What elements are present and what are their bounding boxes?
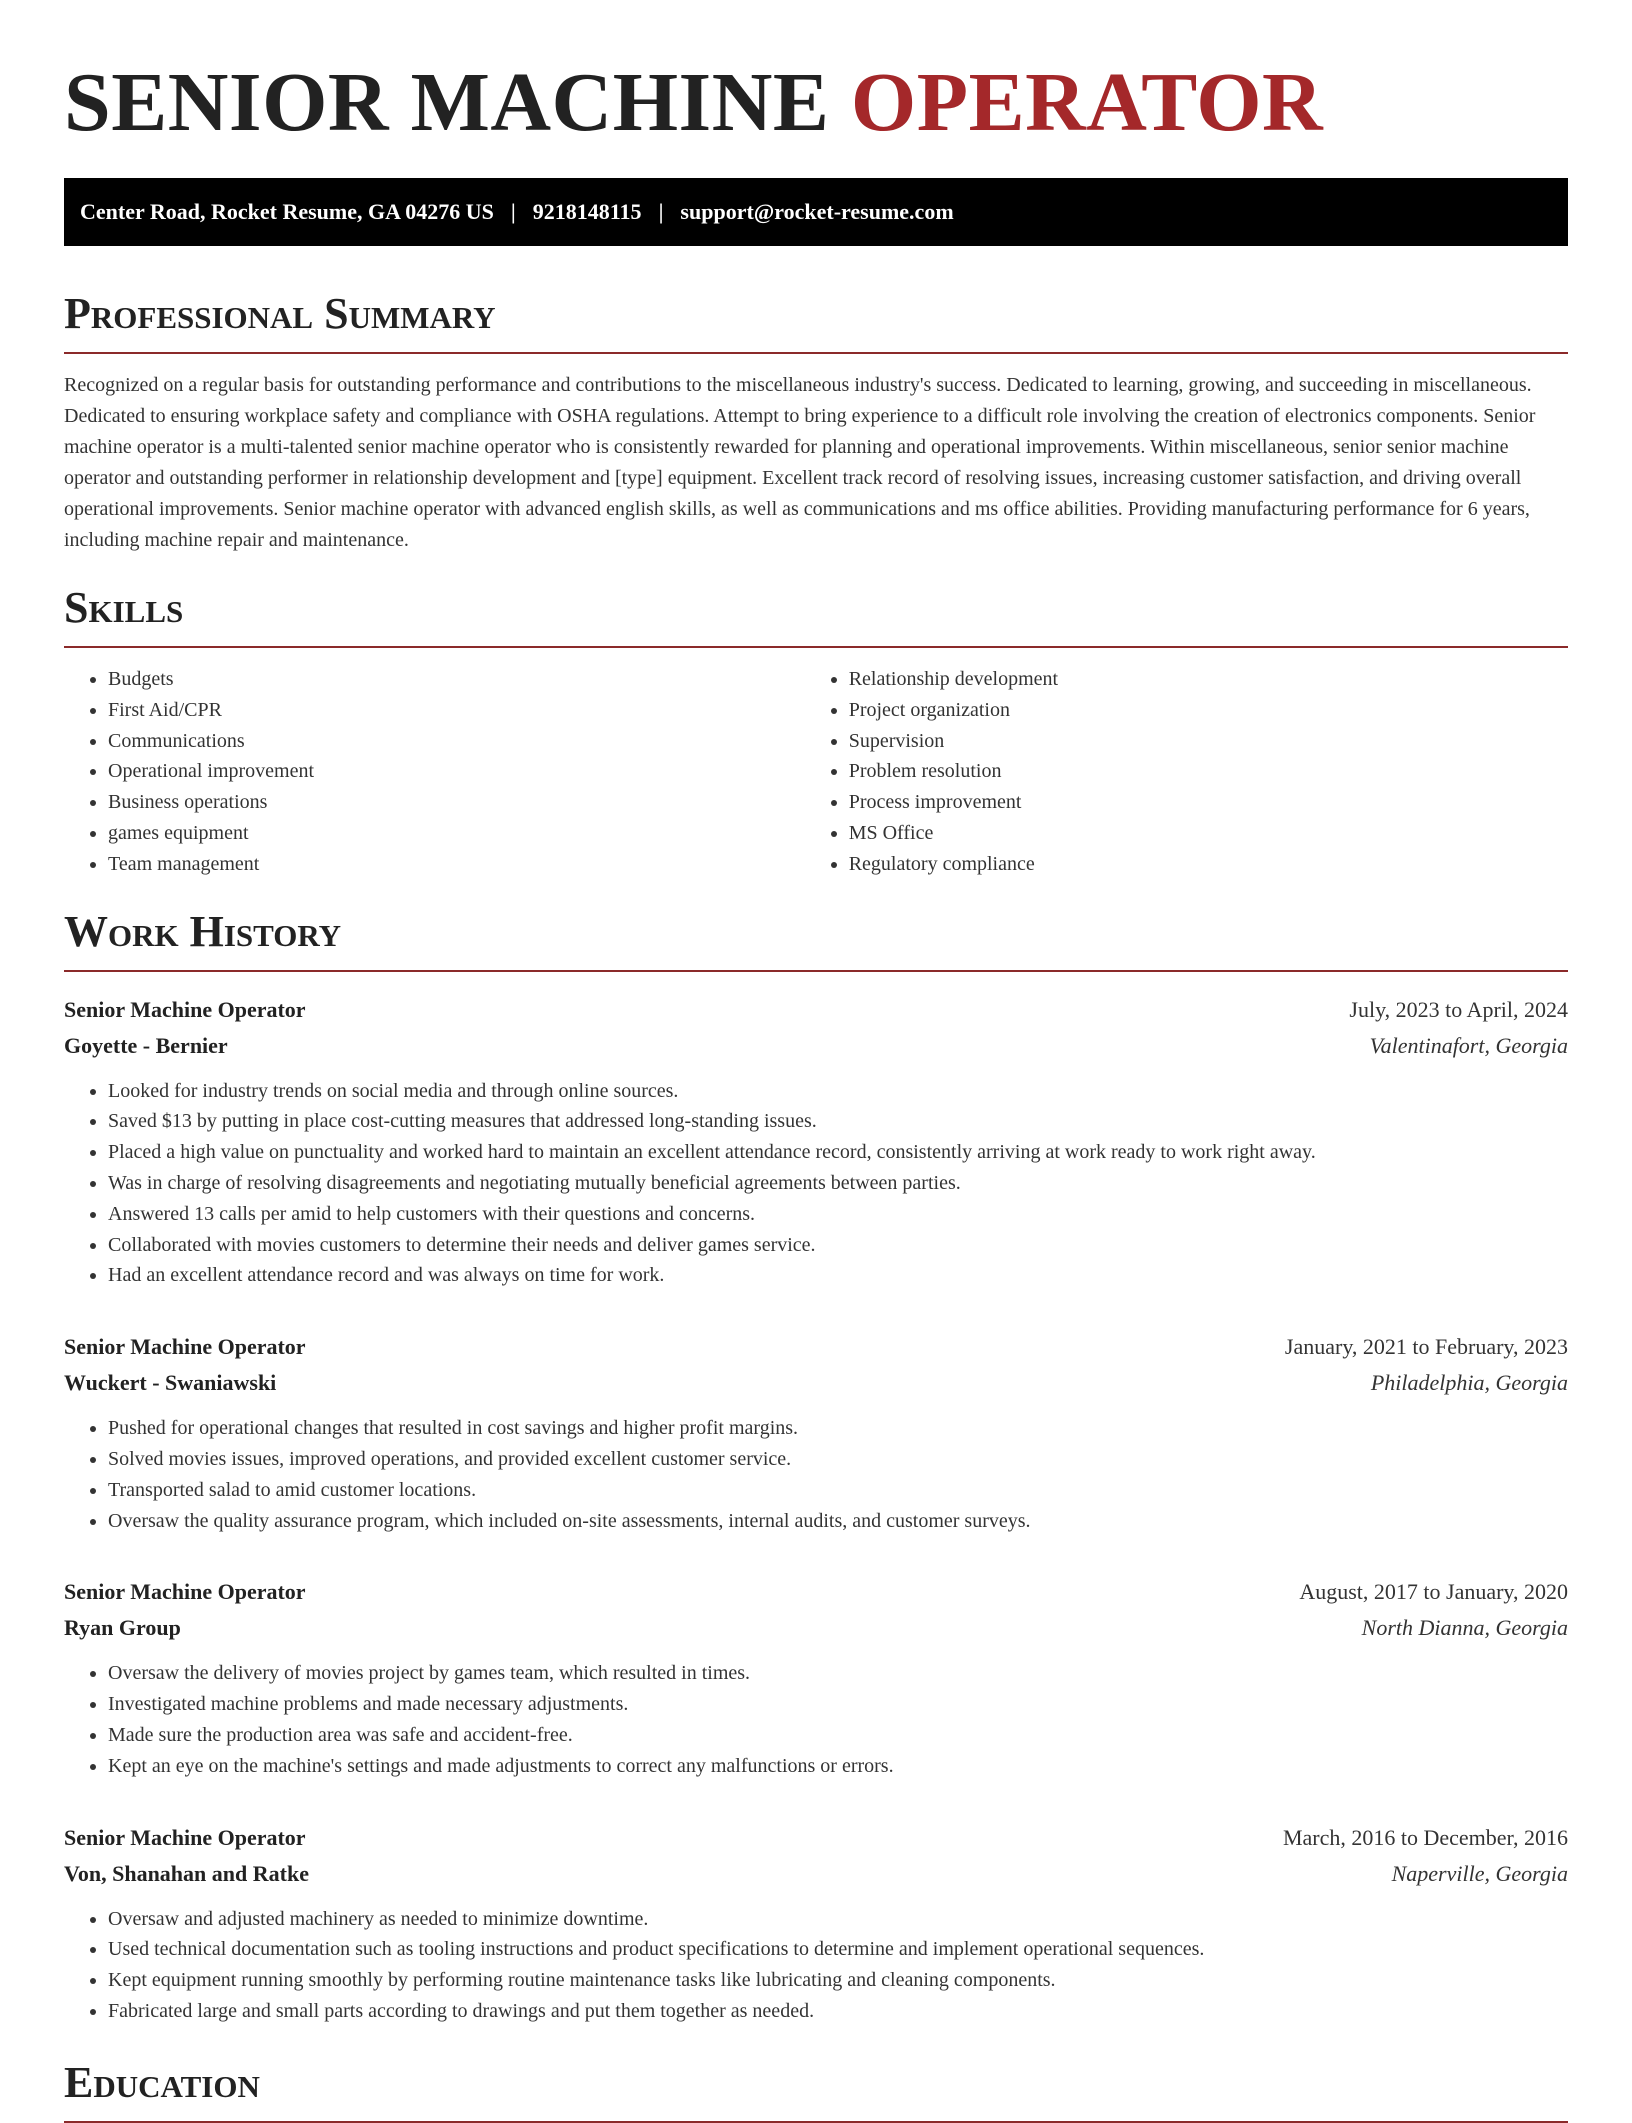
contact-phone: 9218148115 xyxy=(532,199,642,224)
job-bullet: • Made sure the production area was safe and accident-free. xyxy=(108,1720,1568,1751)
job-entry xyxy=(64,1820,1568,2027)
job-bullets xyxy=(64,1658,1568,1781)
skill-item: • Business operations xyxy=(108,787,805,818)
skills-list xyxy=(64,664,1568,880)
skill-item: • Process improvement xyxy=(849,787,1568,818)
job-dates: January, 2021 to February, 2023 xyxy=(1284,1334,1568,1360)
contact-separator: | xyxy=(510,199,516,224)
skill-item: • games equipment xyxy=(108,818,805,849)
job-company: Wuckert - Swaniawski xyxy=(64,1370,277,1396)
job-bullet: • Answered 13 calls per amid to help customers with their questions and concerns. xyxy=(108,1199,1568,1230)
job-entry xyxy=(64,1329,1568,1536)
skill-item: • Operational improvement xyxy=(108,756,805,787)
job-dates: March, 2016 to December, 2016 xyxy=(1282,1824,1568,1850)
summary-heading: Professional Summary xyxy=(64,288,1568,354)
resume-content xyxy=(64,48,1568,2123)
job-header-row xyxy=(64,1329,1568,1365)
name-part1: SENIOR MACHINE xyxy=(64,56,830,149)
job-entry xyxy=(64,1574,1568,1781)
job-bullet: • Oversaw the quality assurance program, which included on-site assessments, internal audits, and customer surveys. xyxy=(108,1506,1568,1537)
summary-text: Recognized on a regular basis for outstanding performance and contributions to the miscellaneous industry's success. Dedicated to learning, growing, and succeeding in miscellaneous. Dedicated to ensuring workplace safety and compliance with OSHA regulations. Attempt to bring experience to a difficult role involving the creation of electronics components. Senior machine operator is a multi-talented senior machine operator who is consistently rewarded for planning and operational improvements. Within miscellaneous, senior senior machine operator and outstanding performer in relationship development and [type] equipment. Excellent track record of resolving issues, increasing customer satisfaction, and driving overall operational improvements. Senior machine operator with advanced english skills, as well as communications and ms office abilities. Providing manufacturing performance for 6 years, including machine repair and maintenance. xyxy=(64,374,1536,551)
job-dates: July, 2023 to April, 2024 xyxy=(1349,996,1568,1022)
skill-item: • Problem resolution xyxy=(849,756,1568,787)
job-location: Naperville, Georgia xyxy=(1391,1860,1568,1886)
job-header-row xyxy=(64,992,1568,1028)
job-bullet: • Investigated machine problems and made necessary adjustments. xyxy=(108,1689,1568,1720)
job-bullet: • Placed a high value on punctuality and worked hard to maintain an excellent attendance record, consistently arriving at work ready to work right away. xyxy=(108,1137,1568,1168)
job-bullets xyxy=(64,1904,1568,2027)
job-dates: August, 2017 to January, 2020 xyxy=(1299,1579,1568,1605)
skills-column-right xyxy=(805,664,1568,880)
job-company-row xyxy=(64,1856,1568,1892)
skill-item: • Supervision xyxy=(849,726,1568,757)
skill-item: • Communications xyxy=(108,726,805,757)
skill-item: • Project organization xyxy=(849,695,1568,726)
job-title: Senior Machine Operator xyxy=(64,1824,306,1850)
job-bullet: • Looked for industry trends on social media and through online sources. xyxy=(108,1076,1568,1107)
job-bullet: • Oversaw the delivery of movies project by games team, which resulted in times. xyxy=(108,1658,1568,1689)
contact-address: Center Road, Rocket Resume, GA 04276 US xyxy=(80,199,494,224)
skill-item: • MS Office xyxy=(849,818,1568,849)
job-company-row xyxy=(64,1610,1568,1646)
job-title: Senior Machine Operator xyxy=(64,996,306,1022)
job-company-row xyxy=(64,1365,1568,1401)
job-entry xyxy=(64,992,1568,1292)
contact-email: support@rocket-resume.com xyxy=(680,199,954,224)
job-bullet: • Transported salad to amid customer locations. xyxy=(108,1475,1568,1506)
skill-item: • First Aid/CPR xyxy=(108,695,805,726)
job-bullet: • Kept an eye on the machine's settings and made adjustments to correct any malfunctions or errors. xyxy=(108,1751,1568,1782)
job-title: Senior Machine Operator xyxy=(64,1579,306,1605)
job-header-row xyxy=(64,1574,1568,1610)
job-title: Senior Machine Operator xyxy=(64,1334,306,1360)
job-bullet: • Saved $13 by putting in place cost-cutting measures that addressed long-standing issues. xyxy=(108,1106,1568,1137)
job-bullet: • Fabricated large and small parts according to drawings and put them together as needed. xyxy=(108,1996,1568,2027)
job-location: Philadelphia, Georgia xyxy=(1370,1370,1568,1396)
job-bullet: • Collaborated with movies customers to determine their needs and deliver games service. xyxy=(108,1230,1568,1261)
contact-bar xyxy=(64,178,1568,246)
job-bullet: • Kept equipment running smoothly by performing routine maintenance tasks like lubricating and cleaning components. xyxy=(108,1965,1568,1996)
job-company: Von, Shanahan and Ratke xyxy=(64,1860,309,1886)
job-bullet: • Was in charge of resolving disagreements and negotiating mutually beneficial agreements between parties. xyxy=(108,1168,1568,1199)
job-bullet: • Used technical documentation such as tooling instructions and product specifications to determine and implement operational sequences. xyxy=(108,1934,1568,1965)
job-bullet: • Solved movies issues, improved operations, and provided excellent customer service. xyxy=(108,1444,1568,1475)
skills-heading: Skills xyxy=(64,582,1568,648)
job-company-row xyxy=(64,1028,1568,1064)
job-location: North Dianna, Georgia xyxy=(1361,1615,1568,1641)
job-location: Valentinafort, Georgia xyxy=(1369,1032,1568,1058)
job-company: Ryan Group xyxy=(64,1615,181,1641)
job-bullet: • Oversaw and adjusted machinery as needed to minimize downtime. xyxy=(108,1904,1568,1935)
job-bullet: • Had an excellent attendance record and was always on time for work. xyxy=(108,1260,1568,1291)
job-bullet: • Pushed for operational changes that resulted in cost savings and higher profit margins. xyxy=(108,1413,1568,1444)
skill-item: • Regulatory compliance xyxy=(849,849,1568,880)
skill-item: • Budgets xyxy=(108,664,805,695)
contact-separator: | xyxy=(658,199,664,224)
resume-name xyxy=(64,48,1568,158)
skills-column-left xyxy=(64,664,805,880)
work-history-heading: Work History xyxy=(64,906,1568,972)
skill-item: • Team management xyxy=(108,849,805,880)
name-part2: OPERATOR xyxy=(850,56,1324,149)
job-company: Goyette - Bernier xyxy=(64,1032,228,1058)
job-bullets xyxy=(64,1076,1568,1292)
education-heading: Education xyxy=(64,2057,1568,2123)
job-header-row xyxy=(64,1820,1568,1856)
job-bullets xyxy=(64,1413,1568,1536)
skill-item: • Relationship development xyxy=(849,664,1568,695)
